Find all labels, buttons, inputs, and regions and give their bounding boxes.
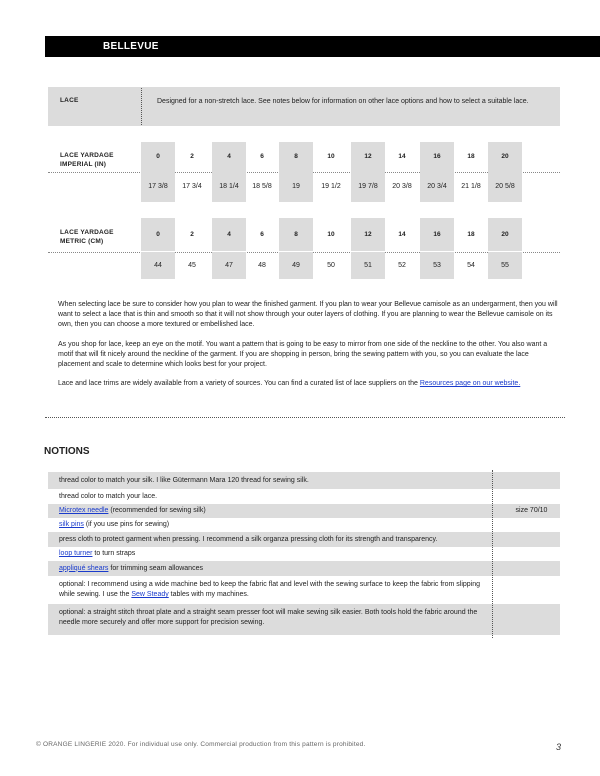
metric-size-cell: 8 [279, 218, 313, 251]
metric-size-cell: 10 [327, 231, 335, 238]
metric-size-cell: 6 [260, 231, 264, 238]
notion-description: (if you use pins for sewing) [83, 521, 170, 528]
metric-size-cell: 0 [141, 218, 175, 251]
notion-text [59, 564, 489, 574]
metric-value-cell: 47 [212, 252, 246, 279]
imperial-value-cell: 20 3/8 [392, 183, 412, 190]
notion-link[interactable]: loop turner [59, 550, 93, 557]
notion-text [59, 608, 489, 628]
notion-item [48, 561, 560, 576]
metric-size-cell: 4 [212, 218, 246, 251]
notion-item [48, 472, 560, 489]
notion-text [59, 549, 489, 559]
lace-label: LACE [60, 97, 79, 104]
notion-text [59, 506, 489, 516]
metric-value-cell: 44 [141, 252, 175, 279]
notion-description: optional: a straight stitch throat plate and a straight seam presser foot will make sewing silk easier. Both tools hold the fabric around the needle more securely and offer more support for precision sewing. [59, 609, 478, 626]
imperial-value-cell: 19 7/8 [351, 172, 385, 202]
imperial-value-cell: 20 3/4 [420, 172, 454, 202]
notion-description: optional: I recommend using a wide machine bed to keep the fabric flat and level with the sewing surface to keep the fabric from slipping while sewing. I use the [59, 581, 481, 598]
paragraph-lace-sources [58, 379, 563, 389]
notion-text [59, 492, 489, 502]
notion-text [59, 535, 489, 545]
imperial-label [60, 151, 114, 169]
lace-divider [141, 88, 142, 125]
notion-description: press cloth to protect garment when pressing. I recommend a silk organza pressing cloth for its strength and transparency. [59, 535, 438, 543]
imperial-size-cell: 0 [141, 142, 175, 172]
imperial-value-cell: 20 5/8 [488, 172, 522, 202]
metric-label-line1: LACE YARDAGE [60, 229, 114, 236]
metric-size-cell: 20 [488, 218, 522, 251]
imperial-size-cell: 4 [212, 142, 246, 172]
notion-item [48, 532, 560, 547]
notions-column-divider [492, 470, 493, 638]
footer-copyright: © ORANGE LINGERIE 2020. For individual use only. Commercial production from this pattern is prohibited. [36, 741, 366, 748]
notion-description: (recommended for sewing silk) [108, 507, 206, 514]
lace-description: Designed for a non-stretch lace. See notes below for information on other lace options and how to select a suitable lace. [157, 98, 529, 105]
notion-extra: size 70/10 [515, 507, 548, 514]
notion-item [48, 518, 560, 532]
metric-label-line2: METRIC (CM) [60, 238, 104, 245]
metric-size-cell: 12 [351, 218, 385, 251]
notion-link[interactable]: silk pins [59, 521, 84, 528]
metric-value-cell: 55 [488, 252, 522, 279]
notion-description: tables with my machines. [168, 591, 249, 598]
imperial-size-cell: 6 [260, 153, 264, 160]
resources-link[interactable]: Resources page on our website. [419, 380, 521, 387]
paragraph-lace-sources-text: Lace and lace trims are widely available from a variety of sources. You can find a curated list of lace suppliers on the [58, 380, 420, 387]
metric-value-cell: 49 [279, 252, 313, 279]
imperial-value-cell: 18 1/4 [212, 172, 246, 202]
metric-label [60, 228, 114, 246]
imperial-size-cell: 8 [279, 142, 313, 172]
metric-value-cell: 50 [327, 262, 335, 269]
paragraph-lace-wear: When selecting lace be sure to consider how you plan to wear the finished garment. If you plan to wear your Bellevue camisole as an undergarment, then you will want to select a lace that is thin and smooth so that it will not show through your outer layers of clothing. If you are planning to wear the Bellevue camisole on its own, then you can choose a more textured or embellished lace. [58, 301, 558, 328]
imperial-size-cell: 14 [398, 153, 406, 160]
metric-value-cell: 53 [420, 252, 454, 279]
metric-value-cell: 51 [351, 252, 385, 279]
section-banner [45, 36, 600, 57]
notion-text [59, 520, 489, 530]
page-number: 3 [556, 742, 562, 752]
notion-description: thread color to match your lace. [59, 492, 158, 500]
notion-link[interactable]: Sew Steady [131, 591, 169, 598]
notion-link[interactable]: appliqué shears [59, 564, 109, 572]
imperial-size-cell: 10 [327, 153, 335, 160]
notion-item [48, 604, 560, 635]
notions-title: NOTIONS [44, 446, 90, 457]
imperial-value-cell: 18 5/8 [252, 183, 272, 190]
imperial-size-cell: 12 [351, 142, 385, 172]
notion-item [48, 547, 560, 561]
metric-value-cell: 48 [258, 262, 266, 269]
metric-value-cell: 45 [188, 262, 196, 269]
metric-size-cell: 2 [190, 231, 194, 238]
banner-title: BELLEVUE [103, 41, 159, 52]
section-divider [45, 417, 565, 418]
imperial-size-cell: 16 [420, 142, 454, 172]
paragraph-lace-motif: As you shop for lace, keep an eye on the motif. You want a pattern that is going to be easy to mirror from one side of the neckline to the other. You also want a motif that will fit nicely around the neckline of the garment. If you are shopping in person, bring the sewing pattern with you, so you can evaluate the lace placement and scale to determine which looks best for your project. [58, 341, 548, 368]
metric-size-cell: 18 [467, 231, 475, 238]
metric-size-cell: 14 [398, 231, 406, 238]
imperial-size-cell: 20 [488, 142, 522, 172]
notion-item [48, 489, 560, 504]
metric-value-cell: 54 [467, 262, 475, 269]
imperial-value-cell: 19 1/2 [321, 183, 341, 190]
notion-description: for trimming seam allowances [108, 564, 203, 572]
imperial-value-cell: 19 [279, 172, 313, 202]
imperial-label-line2: IMPERIAL (IN) [60, 161, 107, 168]
imperial-value-cell: 21 1/8 [461, 183, 481, 190]
imperial-size-cell: 18 [467, 153, 475, 160]
imperial-value-cell: 17 3/8 [141, 172, 175, 202]
notion-text [59, 580, 489, 600]
imperial-size-cell: 2 [190, 153, 194, 160]
metric-size-cell: 16 [420, 218, 454, 251]
notion-description: to turn straps [92, 550, 136, 557]
notion-link[interactable]: Microtex needle [59, 507, 109, 514]
notion-text [59, 476, 489, 486]
notion-item [48, 504, 560, 518]
imperial-value-cell: 17 3/4 [182, 183, 202, 190]
metric-value-cell: 52 [398, 262, 406, 269]
notion-description: thread color to match your silk. I like Gütermann Mara 120 thread for sewing silk. [59, 476, 309, 484]
notion-item [48, 576, 560, 604]
imperial-label-line1: LACE YARDAGE [60, 152, 114, 159]
